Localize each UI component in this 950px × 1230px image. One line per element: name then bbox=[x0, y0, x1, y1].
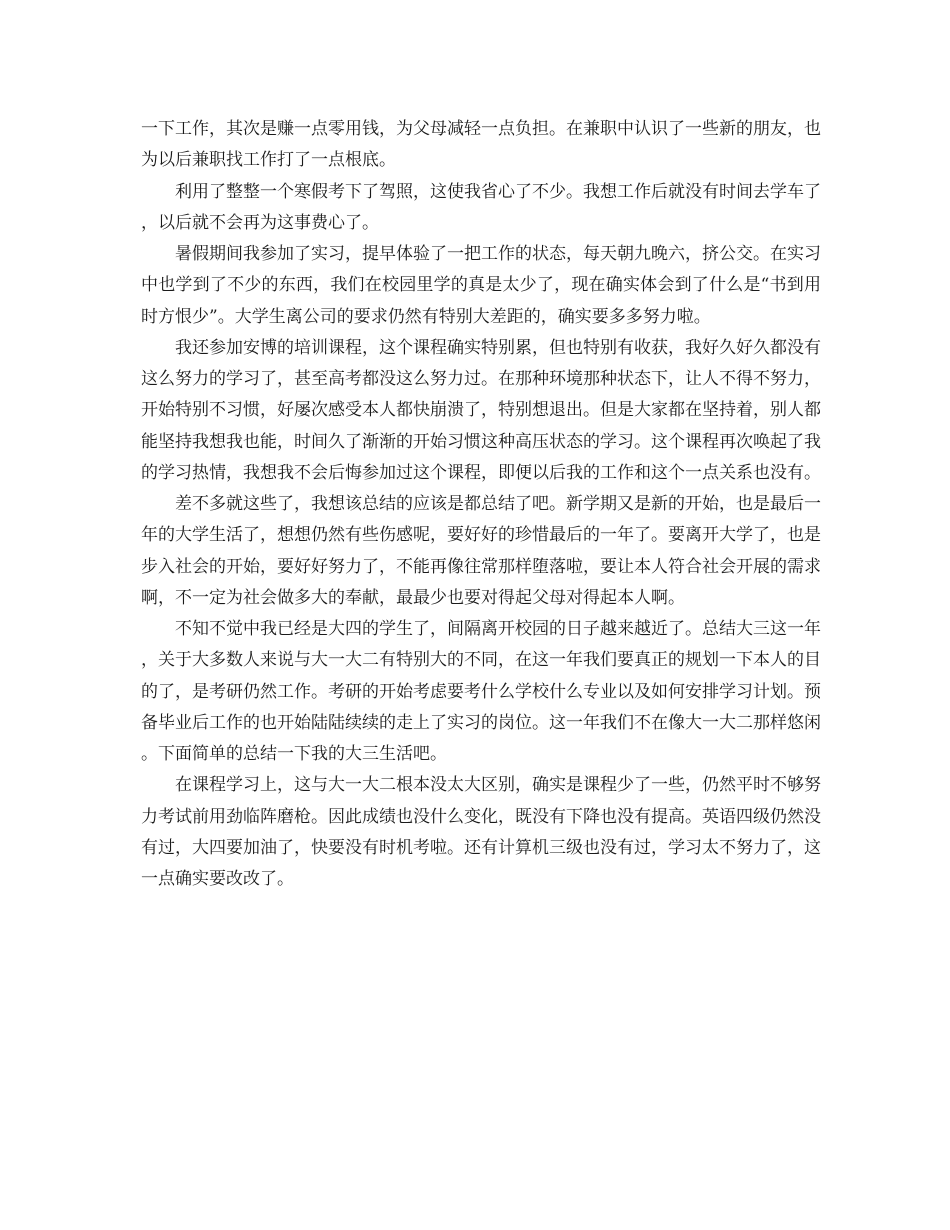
paragraph-5: 差不多就这些了，我想该总结的应该是都总结了吧。新学期又是新的开始，也是最后一年的大学生活了，想想仍然有些伤感呢，要好好的珍惜最后的一年了。要离开大学了，也是步入社会的开始，要好好努力了，不能再像往常那样堕落啦，要让本人符合社会开展的需求啊，不一定为社会做多大的奉献，最最少也要对得起父母对得起本人啊。 bbox=[141, 494, 821, 608]
paragraph-1: 一下工作，其次是赚一点零用钱，为父母减轻一点负担。在兼职中认识了一些新的朋友，也为以后兼职找工作打了一点根底。 bbox=[141, 119, 821, 171]
paragraph-4: 我还参加安博的培训课程，这个课程确实特别累，但也特别有收获，我好久好久都没有这么努力的学习了，甚至高考都没这么努力过。在那种环境那种状态下，让人不得不努力，开始特别不习惯，好屡次感受本人都快崩溃了，特别想退出。但是大家都在坚持着，别人都能坚持我想我也能，时间久了渐渐的开始习惯这种高压状态的学习。这个课程再次唤起了我的学习热情，我想我不会后悔参加过这个课程，即便以后我的工作和这个一点关系也没有。 bbox=[141, 337, 821, 483]
paragraph-2: 利用了整整一个寒假考下了驾照，这使我省心了不少。我想工作后就没有时间去学车了，以后就不会再为这事费心了。 bbox=[141, 181, 821, 233]
paragraph-6: 不知不觉中我已经是大四的学生了，间隔离开校园的日子越来越近了。总结大三这一年，关于大多数人来说与大一大二有特别大的不同，在这一年我们要真正的规划一下本人的目的了，是考研仍然工作。考研的开始考虑要考什么学校什么专业以及如何安排学习计划。预备毕业后工作的也开始陆陆续续的走上了实习的岗位。这一年我们不在像大一大二那样悠闲。下面简单的总结一下我的大三生活吧。 bbox=[141, 619, 821, 764]
paragraph-3: 暑假期间我参加了实习，提早体验了一把工作的状态，每天朝九晚六，挤公交。在实习中也学到了不少的东西，我们在校园里学的真是太少了，现在确实体会到了什么是“书到用时方恨少”。大学生离公司的要求仍然有特别大差距的，确实要多多努力啦。 bbox=[141, 244, 821, 327]
paragraph-7: 在课程学习上，这与大一大二根本没太大区别，确实是课程少了一些，仍然平时不够努力考试前用劲临阵磨枪。因此成绩也没什么变化，既没有下降也没有提高。英语四级仍然没有过，大四要加油了，快要没有时机考啦。还有计算机三级也没有过，学习太不努力了，这一点确实要改改了。 bbox=[141, 775, 821, 889]
document-body bbox=[141, 114, 821, 895]
